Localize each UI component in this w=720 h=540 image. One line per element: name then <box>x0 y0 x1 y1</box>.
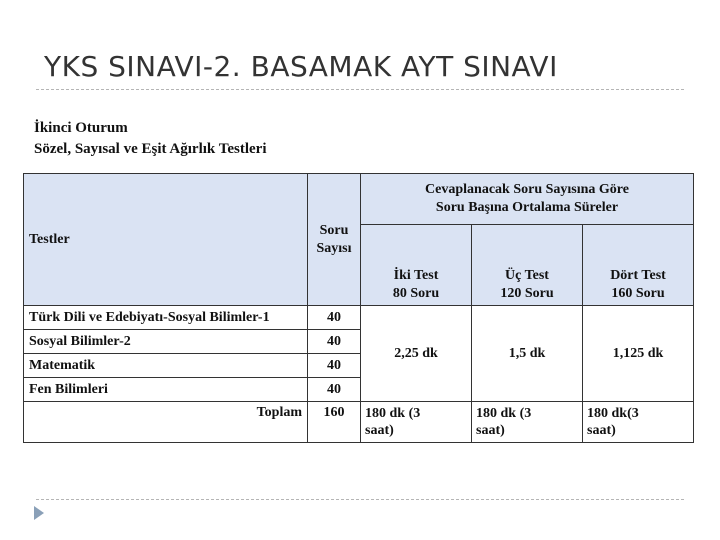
total-time-line2: saat) <box>365 423 394 438</box>
total-row <box>24 402 694 443</box>
header-two-tests <box>361 225 472 306</box>
header-count-line2: Sayısı <box>316 240 352 256</box>
header-tests: Testler <box>24 174 308 306</box>
row-test-name: Türk Dili ve Edebiyatı-Sosyal Bilimler-1 <box>24 306 308 330</box>
header-col3-line2: 160 Soru <box>611 286 665 301</box>
row-question-count: 40 <box>308 354 361 378</box>
header-count-line1: Soru <box>319 222 349 238</box>
session-subtitle: Sözel, Sayısal ve Eşit Ağırlık Testleri <box>34 141 267 157</box>
title-divider <box>36 89 684 90</box>
table-row <box>24 306 694 330</box>
total-time-two-tests <box>361 402 472 443</box>
total-question-count: 160 <box>308 402 361 443</box>
header-group-line2: Soru Başına Ortalama Süreler <box>435 200 619 215</box>
row-question-count: 40 <box>308 378 361 402</box>
header-four-tests <box>583 225 694 306</box>
header-col2-line2: 120 Soru <box>500 286 554 301</box>
total-time-line2: saat) <box>476 423 505 438</box>
footer-divider <box>36 499 684 500</box>
row-question-count: 40 <box>308 330 361 354</box>
total-label: Toplam <box>24 402 308 443</box>
header-col1-line2: 80 Soru <box>392 286 440 301</box>
row-test-name: Matematik <box>24 354 308 378</box>
avg-time-two-tests: 2,25 dk <box>361 306 472 402</box>
session-title: İkinci Oturum <box>34 120 128 136</box>
next-slide-arrow-icon[interactable] <box>34 506 44 520</box>
header-col2-line1: Üç Test <box>505 268 549 283</box>
total-time-three-tests <box>472 402 583 443</box>
session-heading <box>34 118 267 160</box>
header-col1-line1: İki Test <box>393 268 439 283</box>
total-time-line2: saat) <box>587 423 616 438</box>
header-col3-line1: Dört Test <box>610 268 666 283</box>
header-three-tests <box>472 225 583 306</box>
total-time-line1: 180 dk(3 <box>587 406 639 421</box>
row-question-count: 40 <box>308 306 361 330</box>
avg-time-three-tests: 1,5 dk <box>472 306 583 402</box>
avg-time-four-tests: 1,125 dk <box>583 306 694 402</box>
exam-table <box>23 173 694 443</box>
header-group-line1: Cevaplanacak Soru Sayısına Göre <box>425 182 629 197</box>
total-time-line1: 180 dk (3 <box>476 406 532 421</box>
total-time-line1: 180 dk (3 <box>365 406 421 421</box>
row-test-name: Sosyal Bilimler-2 <box>24 330 308 354</box>
total-time-four-tests <box>583 402 694 443</box>
header-average-times <box>361 174 694 225</box>
slide-title: YKS SINAVI-2. BASAMAK AYT SINAVI <box>44 50 558 83</box>
row-test-name: Fen Bilimleri <box>24 378 308 402</box>
header-question-count <box>308 174 361 306</box>
